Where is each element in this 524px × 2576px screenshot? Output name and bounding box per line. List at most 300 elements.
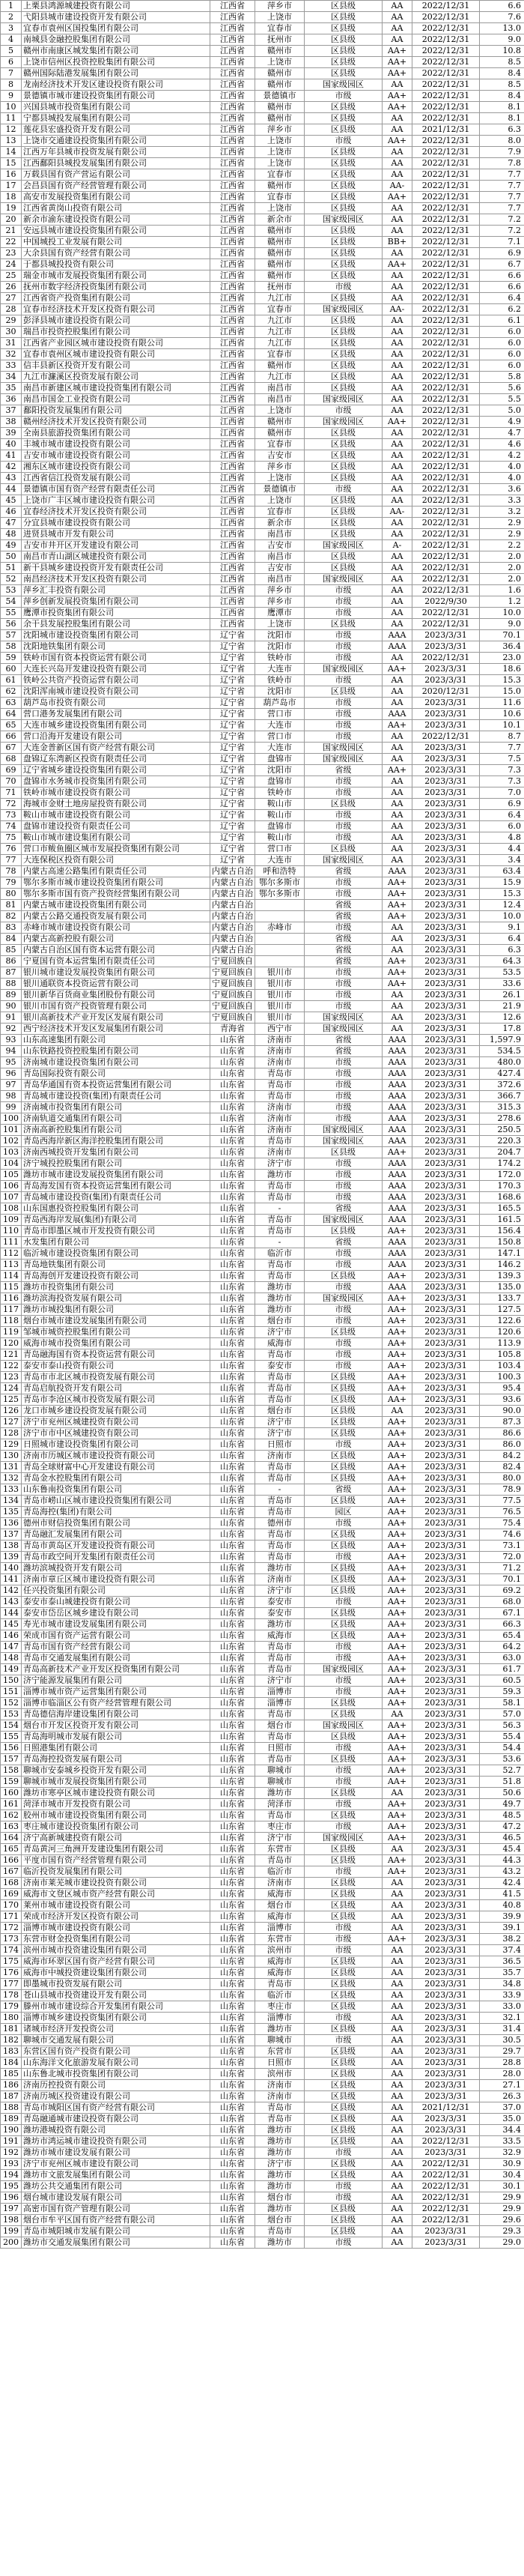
city-cell: 烟台市 bbox=[255, 1316, 305, 1327]
city-cell: 上饶市 bbox=[255, 203, 305, 214]
admin-level-cell: 区县级 bbox=[305, 203, 383, 214]
value-cell: 8.4 bbox=[480, 68, 524, 79]
province-cell: 江西省 bbox=[210, 394, 255, 405]
admin-level-cell: 区县级 bbox=[305, 2046, 383, 2058]
report-date-cell: 2022/12/31 bbox=[412, 495, 480, 507]
issuer-name-cell: 寿光市城市建设发展集团有限公司 bbox=[22, 1619, 210, 1630]
table-row bbox=[1, 1675, 524, 1687]
admin-level-cell: 市级 bbox=[305, 1945, 383, 1956]
table-row bbox=[1, 956, 524, 967]
row-index-cell: 117 bbox=[1, 1304, 22, 1316]
value-cell: 6.3 bbox=[480, 945, 524, 956]
report-date-cell: 2022/12/31 bbox=[412, 203, 480, 214]
credit-rating-cell: AA bbox=[383, 1923, 412, 1934]
city-cell: 大连市 bbox=[255, 743, 305, 754]
credit-rating-cell: AA bbox=[383, 2181, 412, 2192]
city-cell: 潍坊市 bbox=[255, 2170, 305, 2181]
city-cell: 九江市 bbox=[255, 293, 305, 304]
city-cell: 鞍山市 bbox=[255, 832, 305, 844]
issuer-name-cell: 烟台市开发区投资开发有限公司 bbox=[22, 1720, 210, 1732]
admin-level-cell: 区县级 bbox=[305, 507, 383, 518]
row-index-cell: 62 bbox=[1, 686, 22, 698]
province-cell: 江西省 bbox=[210, 293, 255, 304]
row-index-cell: 162 bbox=[1, 1810, 22, 1821]
city-cell: 青岛市 bbox=[255, 1192, 305, 1203]
row-index-cell: 200 bbox=[1, 2237, 22, 2249]
value-cell: 47.2 bbox=[480, 1821, 524, 1833]
issuer-name-cell: 青岛市李沧区城市投资发展有限公司 bbox=[22, 1394, 210, 1406]
report-date-cell: 2023/3/31 bbox=[412, 1237, 480, 1248]
admin-level-cell: 区县级 bbox=[305, 439, 383, 450]
province-cell: 山东省 bbox=[210, 1552, 255, 1563]
table-row bbox=[1, 495, 524, 507]
city-cell: 赣州市 bbox=[255, 102, 305, 113]
province-cell: 辽宁省 bbox=[210, 855, 255, 866]
admin-level-cell: 市级 bbox=[305, 1102, 383, 1113]
row-index-cell: 198 bbox=[1, 2215, 22, 2226]
admin-level-cell: 区县级 bbox=[305, 2226, 383, 2237]
province-cell: 江西省 bbox=[210, 282, 255, 293]
credit-rating-cell: AA bbox=[383, 934, 412, 945]
admin-level-cell: 省级 bbox=[305, 956, 383, 967]
value-cell: 84.2 bbox=[480, 1451, 524, 1462]
credit-rating-cell: AA bbox=[383, 405, 412, 417]
report-date-cell: 2022/12/31 bbox=[412, 282, 480, 293]
issuer-name-cell: 济宁市兖州区城市建设有限公司 bbox=[22, 2159, 210, 2170]
issuer-name-cell: 龙南经济技术开发区建设投资有限公司 bbox=[22, 79, 210, 91]
issuer-name-cell: 泰安市泰山投资有限公司 bbox=[22, 1361, 210, 1372]
row-index-cell: 165 bbox=[1, 1844, 22, 1855]
table-row bbox=[1, 226, 524, 237]
credit-rating-cell: AA bbox=[383, 945, 412, 956]
city-cell: 济宁市 bbox=[255, 1327, 305, 1338]
issuer-name-cell: 盘锦市水务城市投资集团有限公司 bbox=[22, 776, 210, 787]
table-row bbox=[1, 349, 524, 360]
credit-rating-cell: AA+ bbox=[383, 136, 412, 147]
value-cell: 63.0 bbox=[480, 1653, 524, 1664]
province-cell: 江西省 bbox=[210, 192, 255, 203]
value-cell: 9.0 bbox=[480, 34, 524, 46]
report-date-cell: 2023/3/31 bbox=[412, 709, 480, 720]
report-date-cell: 2023/3/31 bbox=[412, 1732, 480, 1743]
value-cell: 29.9 bbox=[480, 2192, 524, 2204]
value-cell: 8.1 bbox=[480, 113, 524, 124]
report-date-cell: 2023/3/31 bbox=[412, 956, 480, 967]
report-date-cell: 2022/12/31 bbox=[412, 563, 480, 574]
value-cell: 4.4 bbox=[480, 844, 524, 855]
province-cell: 江西省 bbox=[210, 181, 255, 192]
row-index-cell: 134 bbox=[1, 1496, 22, 1507]
credit-rating-cell: AA bbox=[383, 338, 412, 349]
table-row bbox=[1, 1102, 524, 1113]
value-cell: 534.5 bbox=[480, 1046, 524, 1057]
issuer-name-cell: 青岛市崂山区城市建设投资集团有限公司 bbox=[22, 1496, 210, 1507]
province-cell: 江西省 bbox=[210, 327, 255, 338]
report-date-cell: 2023/3/31 bbox=[412, 1158, 480, 1170]
admin-level-cell: 区县级 bbox=[305, 1956, 383, 1968]
value-cell: 6.3 bbox=[480, 124, 524, 136]
value-cell: 30.5 bbox=[480, 2035, 524, 2046]
credit-rating-cell: AA+ bbox=[383, 1372, 412, 1383]
issuer-name-cell: 宜春市袁州区城市建设投资有限公司 bbox=[22, 349, 210, 360]
admin-level-cell: 区县级 bbox=[305, 1788, 383, 1799]
issuer-name-cell: 兴国县城市投资集团有限公司 bbox=[22, 102, 210, 113]
row-index-cell: 63 bbox=[1, 698, 22, 709]
row-index-cell: 154 bbox=[1, 1720, 22, 1732]
admin-level-cell: 区县级 bbox=[305, 1372, 383, 1383]
value-cell: 5.0 bbox=[480, 405, 524, 417]
city-cell: 赤峰市 bbox=[255, 922, 305, 934]
table-row bbox=[1, 2046, 524, 2058]
province-cell: 江西省 bbox=[210, 428, 255, 439]
report-date-cell: 2023/3/31 bbox=[412, 2013, 480, 2024]
city-cell: 济南市 bbox=[255, 1057, 305, 1068]
row-index-cell: 42 bbox=[1, 462, 22, 473]
report-date-cell: 2022/12/31 bbox=[412, 507, 480, 518]
value-cell: 36.4 bbox=[480, 641, 524, 653]
city-cell: 青岛市 bbox=[255, 1754, 305, 1765]
credit-rating-cell: AA bbox=[383, 743, 412, 754]
row-index-cell: 157 bbox=[1, 1754, 22, 1765]
table-row bbox=[1, 2226, 524, 2237]
credit-rating-cell: AA bbox=[383, 360, 412, 372]
table-row bbox=[1, 1574, 524, 1585]
row-index-cell: 57 bbox=[1, 630, 22, 641]
province-cell: 山东省 bbox=[210, 2147, 255, 2159]
report-date-cell: 2022/12/31 bbox=[412, 102, 480, 113]
issuer-name-cell: 上饶市交通建设投资集团有限公司 bbox=[22, 136, 210, 147]
issuer-name-cell: 江西万年县城市投资发展有限公司 bbox=[22, 147, 210, 158]
report-date-cell: 2023/3/31 bbox=[412, 2001, 480, 2013]
province-cell: 山东省 bbox=[210, 2170, 255, 2181]
admin-level-cell: 国家级园区 bbox=[305, 664, 383, 675]
issuer-name-cell: 潍坊市鸿运城市建设投资有限公司 bbox=[22, 2136, 210, 2147]
credit-rating-cell: AA+ bbox=[383, 1417, 412, 1428]
report-date-cell: 2023/3/31 bbox=[412, 1541, 480, 1552]
report-date-cell: 2023/3/31 bbox=[412, 1327, 480, 1338]
province-cell: 山东省 bbox=[210, 2024, 255, 2035]
credit-rating-cell: AA+ bbox=[383, 1720, 412, 1732]
table-row bbox=[1, 1170, 524, 1181]
report-date-cell: 2022/12/31 bbox=[412, 360, 480, 372]
city-cell: 赣州市 bbox=[255, 46, 305, 57]
province-cell: 山东省 bbox=[210, 1698, 255, 1709]
admin-level-cell: 区县级 bbox=[305, 844, 383, 855]
credit-rating-cell: AA bbox=[383, 675, 412, 686]
value-cell: 8.1 bbox=[480, 102, 524, 113]
value-cell: 105.8 bbox=[480, 1349, 524, 1361]
credit-rating-cell: AA bbox=[383, 2114, 412, 2125]
province-cell: 山东省 bbox=[210, 1956, 255, 1968]
row-index-cell: 32 bbox=[1, 349, 22, 360]
credit-rating-cell: AA+ bbox=[383, 1473, 412, 1484]
admin-level-cell: 市级 bbox=[305, 1316, 383, 1327]
row-index-cell: 124 bbox=[1, 1383, 22, 1394]
value-cell: 42.4 bbox=[480, 1878, 524, 1889]
issuer-name-cell: 宁夏国有资本运营集团有限责任公司 bbox=[22, 956, 210, 967]
city-cell: 青岛市 bbox=[255, 1080, 305, 1091]
table-row bbox=[1, 765, 524, 776]
table-row bbox=[1, 799, 524, 810]
value-cell: 50.6 bbox=[480, 1788, 524, 1799]
table-row bbox=[1, 91, 524, 102]
province-cell: 山东省 bbox=[210, 1102, 255, 1113]
admin-level-cell: 区县级 bbox=[305, 2024, 383, 2035]
row-index-cell: 120 bbox=[1, 1338, 22, 1349]
province-cell: 山东省 bbox=[210, 1585, 255, 1597]
issuer-name-cell: 吉安市城市建设投资有限公司 bbox=[22, 450, 210, 462]
row-index-cell: 94 bbox=[1, 1046, 22, 1057]
credit-rating-cell: AA bbox=[383, 2192, 412, 2204]
row-index-cell: 159 bbox=[1, 1777, 22, 1788]
issuer-name-cell: 诸城市经济开发投资公司 bbox=[22, 2024, 210, 2035]
table-row bbox=[1, 1597, 524, 1608]
value-cell: 6.6 bbox=[480, 1, 524, 12]
province-cell: 山东省 bbox=[210, 1608, 255, 1619]
city-cell: 赣州市 bbox=[255, 79, 305, 91]
row-index-cell: 168 bbox=[1, 1878, 22, 1889]
value-cell: 3.3 bbox=[480, 495, 524, 507]
row-index-cell: 101 bbox=[1, 1125, 22, 1136]
credit-rating-cell: AA bbox=[383, 2147, 412, 2159]
report-date-cell: 2023/3/31 bbox=[412, 1192, 480, 1203]
city-cell: 聊城市 bbox=[255, 2035, 305, 2046]
row-index-cell: 39 bbox=[1, 428, 22, 439]
credit-rating-cell: AA bbox=[383, 2046, 412, 2058]
value-cell: 26.1 bbox=[480, 990, 524, 1001]
credit-rating-cell: AA bbox=[383, 990, 412, 1001]
report-date-cell: 2023/3/31 bbox=[412, 990, 480, 1001]
value-cell: 7.5 bbox=[480, 754, 524, 765]
province-cell: 宁夏回族自 bbox=[210, 967, 255, 979]
report-date-cell: 2022/12/31 bbox=[412, 462, 480, 473]
credit-rating-cell: AA+ bbox=[383, 1765, 412, 1777]
issuer-name-cell: 任兴投资集团有限公司 bbox=[22, 1585, 210, 1597]
admin-level-cell: 市级 bbox=[305, 1170, 383, 1181]
row-index-cell: 161 bbox=[1, 1799, 22, 1810]
report-date-cell: 2023/3/31 bbox=[412, 1945, 480, 1956]
province-cell: 辽宁省 bbox=[210, 832, 255, 844]
issuer-name-cell: 滕州市城市建设综合开发集团有限公司 bbox=[22, 2001, 210, 2013]
admin-level-cell: 市级 bbox=[305, 1552, 383, 1563]
admin-level-cell: 区县级 bbox=[305, 2204, 383, 2215]
table-row bbox=[1, 1507, 524, 1518]
value-cell: 33.9 bbox=[480, 1990, 524, 2001]
report-date-cell: 2023/3/31 bbox=[412, 1091, 480, 1102]
report-date-cell: 2021/12/31 bbox=[412, 2102, 480, 2114]
table-row bbox=[1, 2159, 524, 2170]
province-cell: 山东省 bbox=[210, 2035, 255, 2046]
table-row bbox=[1, 428, 524, 439]
credit-rating-cell: AA bbox=[383, 2024, 412, 2035]
city-cell: 西宁市 bbox=[255, 1024, 305, 1035]
table-row bbox=[1, 1248, 524, 1260]
credit-rating-cell: AAA bbox=[383, 1192, 412, 1203]
credit-rating-cell: AAA bbox=[383, 1248, 412, 1260]
report-date-cell: 2023/3/31 bbox=[412, 1866, 480, 1878]
value-cell: 7.7 bbox=[480, 203, 524, 214]
admin-level-cell: 区县级 bbox=[305, 46, 383, 57]
row-index-cell: 115 bbox=[1, 1282, 22, 1293]
row-index-cell: 126 bbox=[1, 1406, 22, 1417]
report-date-cell: 2023/3/31 bbox=[412, 1619, 480, 1630]
admin-level-cell: 区县级 bbox=[305, 450, 383, 462]
city-cell: 鞍山市 bbox=[255, 799, 305, 810]
report-date-cell: 2023/3/31 bbox=[412, 2147, 480, 2159]
value-cell: 36.5 bbox=[480, 1956, 524, 1968]
report-date-cell: 2023/3/31 bbox=[412, 1743, 480, 1754]
report-date-cell: 2023/3/31 bbox=[412, 1170, 480, 1181]
city-cell: 威海市 bbox=[255, 1956, 305, 1968]
table-row bbox=[1, 1979, 524, 1990]
admin-level-cell: 市级 bbox=[305, 1518, 383, 1529]
value-cell: 170.3 bbox=[480, 1181, 524, 1192]
row-index-cell: 122 bbox=[1, 1361, 22, 1372]
credit-rating-cell: AA+ bbox=[383, 1664, 412, 1675]
city-cell: 潍坊市 bbox=[255, 2204, 305, 2215]
row-index-cell: 156 bbox=[1, 1743, 22, 1754]
credit-rating-cell: AA bbox=[383, 169, 412, 181]
admin-level-cell: 市级 bbox=[305, 1338, 383, 1349]
table-row bbox=[1, 405, 524, 417]
row-index-cell: 97 bbox=[1, 1080, 22, 1091]
credit-rating-cell: AA+ bbox=[383, 1383, 412, 1394]
admin-level-cell: 区县级 bbox=[305, 360, 383, 372]
issuer-name-cell: 潍坊市投资集团有限公司 bbox=[22, 1282, 210, 1293]
issuer-name-cell: 大连保税区投资有限公司 bbox=[22, 855, 210, 866]
admin-level-cell: 区县级 bbox=[305, 226, 383, 237]
issuer-name-cell: 威海市中城投资建设集团有限公司 bbox=[22, 1968, 210, 1979]
row-index-cell: 14 bbox=[1, 147, 22, 158]
table-row bbox=[1, 1810, 524, 1821]
row-index-cell: 163 bbox=[1, 1821, 22, 1833]
province-cell: 山东省 bbox=[210, 1968, 255, 1979]
credit-rating-cell: AAA bbox=[383, 1068, 412, 1080]
issuer-name-cell: 赣州经济技术开发区投资有限公司 bbox=[22, 417, 210, 428]
value-cell: 29.3 bbox=[480, 2226, 524, 2237]
province-cell: 江西省 bbox=[210, 46, 255, 57]
admin-level-cell: 国家级园区 bbox=[305, 1012, 383, 1024]
credit-rating-cell: AA+ bbox=[383, 1777, 412, 1788]
report-date-cell: 2023/3/31 bbox=[412, 1664, 480, 1675]
value-cell: 3.6 bbox=[480, 484, 524, 495]
table-row bbox=[1, 1035, 524, 1046]
table-row bbox=[1, 1911, 524, 1923]
issuer-name-cell: 山东铁路投资控股集团有限公司 bbox=[22, 1046, 210, 1057]
admin-level-cell: 区县级 bbox=[305, 372, 383, 383]
province-cell: 山东省 bbox=[210, 2114, 255, 2125]
admin-level-cell: 国家级园区 bbox=[305, 1024, 383, 1035]
city-cell: 葫芦岛市 bbox=[255, 698, 305, 709]
value-cell: 315.3 bbox=[480, 1102, 524, 1113]
province-cell: 山东省 bbox=[210, 1046, 255, 1057]
province-cell: 山东省 bbox=[210, 1147, 255, 1158]
value-cell: 46.5 bbox=[480, 1833, 524, 1844]
admin-level-cell: 市级 bbox=[305, 1192, 383, 1203]
city-cell: 青岛市 bbox=[255, 1394, 305, 1406]
issuer-name-cell: 青岛高新技术产业开发区投资集团有限公司 bbox=[22, 1664, 210, 1675]
credit-rating-cell: AAA bbox=[383, 1091, 412, 1102]
province-cell: 山东省 bbox=[210, 1158, 255, 1170]
row-index-cell: 36 bbox=[1, 394, 22, 405]
province-cell: 江西省 bbox=[210, 417, 255, 428]
table-row bbox=[1, 1260, 524, 1271]
table-row bbox=[1, 1451, 524, 1462]
admin-level-cell: 国家级园区 bbox=[305, 1720, 383, 1732]
row-index-cell: 24 bbox=[1, 259, 22, 270]
value-cell: 7.2 bbox=[480, 226, 524, 237]
province-cell: 山东省 bbox=[210, 1057, 255, 1068]
issuer-name-cell: 荣成市经济开发区投资有限公司 bbox=[22, 1911, 210, 1923]
city-cell: 烟台市 bbox=[255, 1720, 305, 1732]
report-date-cell: 2023/3/31 bbox=[412, 1754, 480, 1765]
row-index-cell: 79 bbox=[1, 877, 22, 889]
row-index-cell: 15 bbox=[1, 158, 22, 169]
credit-rating-cell: AA bbox=[383, 293, 412, 304]
row-index-cell: 55 bbox=[1, 608, 22, 619]
value-cell: 1.6 bbox=[480, 585, 524, 596]
value-cell: 29.0 bbox=[480, 2237, 524, 2249]
report-date-cell: 2023/3/31 bbox=[412, 1057, 480, 1068]
issuer-name-cell: 青岛地铁集团有限公司 bbox=[22, 1260, 210, 1271]
table-row bbox=[1, 1833, 524, 1844]
row-index-cell: 148 bbox=[1, 1653, 22, 1664]
province-cell: 江西省 bbox=[210, 349, 255, 360]
value-cell: 33.0 bbox=[480, 2001, 524, 2013]
credit-rating-cell: AA+ bbox=[383, 1833, 412, 1844]
province-cell: 山东省 bbox=[210, 2001, 255, 2013]
credit-rating-cell: AA bbox=[383, 372, 412, 383]
table-row bbox=[1, 1698, 524, 1709]
row-index-cell: 1 bbox=[1, 1, 22, 12]
province-cell: 山东省 bbox=[210, 1338, 255, 1349]
table-row bbox=[1, 68, 524, 79]
province-cell: 江西省 bbox=[210, 259, 255, 270]
credit-rating-cell: AA+ bbox=[383, 1349, 412, 1361]
city-cell: 鄂尔多斯市 bbox=[255, 889, 305, 900]
report-date-cell: 2022/12/31 bbox=[412, 394, 480, 405]
province-cell: 山东省 bbox=[210, 2013, 255, 2024]
province-cell: 辽宁省 bbox=[210, 810, 255, 821]
row-index-cell: 73 bbox=[1, 810, 22, 821]
admin-level-cell: 区县级 bbox=[305, 34, 383, 46]
report-date-cell: 2023/3/31 bbox=[412, 1597, 480, 1608]
admin-level-cell: 区县级 bbox=[305, 2058, 383, 2069]
city-cell: 铁岭市 bbox=[255, 787, 305, 799]
table-row bbox=[1, 192, 524, 203]
city-cell: 赣州市 bbox=[255, 113, 305, 124]
report-date-cell: 2022/12/31 bbox=[412, 731, 480, 743]
report-date-cell: 2022/12/31 bbox=[412, 518, 480, 529]
city-cell: 聊城市 bbox=[255, 1777, 305, 1788]
credit-rating-cell: AA+ bbox=[383, 1361, 412, 1372]
table-row bbox=[1, 2001, 524, 2013]
row-index-cell: 186 bbox=[1, 2080, 22, 2091]
table-row bbox=[1, 1024, 524, 1035]
value-cell: 61.7 bbox=[480, 1664, 524, 1675]
credit-rating-cell: AA bbox=[383, 1889, 412, 1900]
table-row bbox=[1, 1990, 524, 2001]
province-cell: 江西省 bbox=[210, 304, 255, 315]
row-index-cell: 181 bbox=[1, 2024, 22, 2035]
report-date-cell: 2023/3/31 bbox=[412, 1889, 480, 1900]
credit-rating-cell: AA bbox=[383, 349, 412, 360]
admin-level-cell: 市级 bbox=[305, 136, 383, 147]
city-cell: 临沂市 bbox=[255, 1990, 305, 2001]
admin-level-cell: 国家级园区 bbox=[305, 1293, 383, 1304]
province-cell: 山东省 bbox=[210, 1035, 255, 1046]
city-cell: 淄博市 bbox=[255, 1923, 305, 1934]
